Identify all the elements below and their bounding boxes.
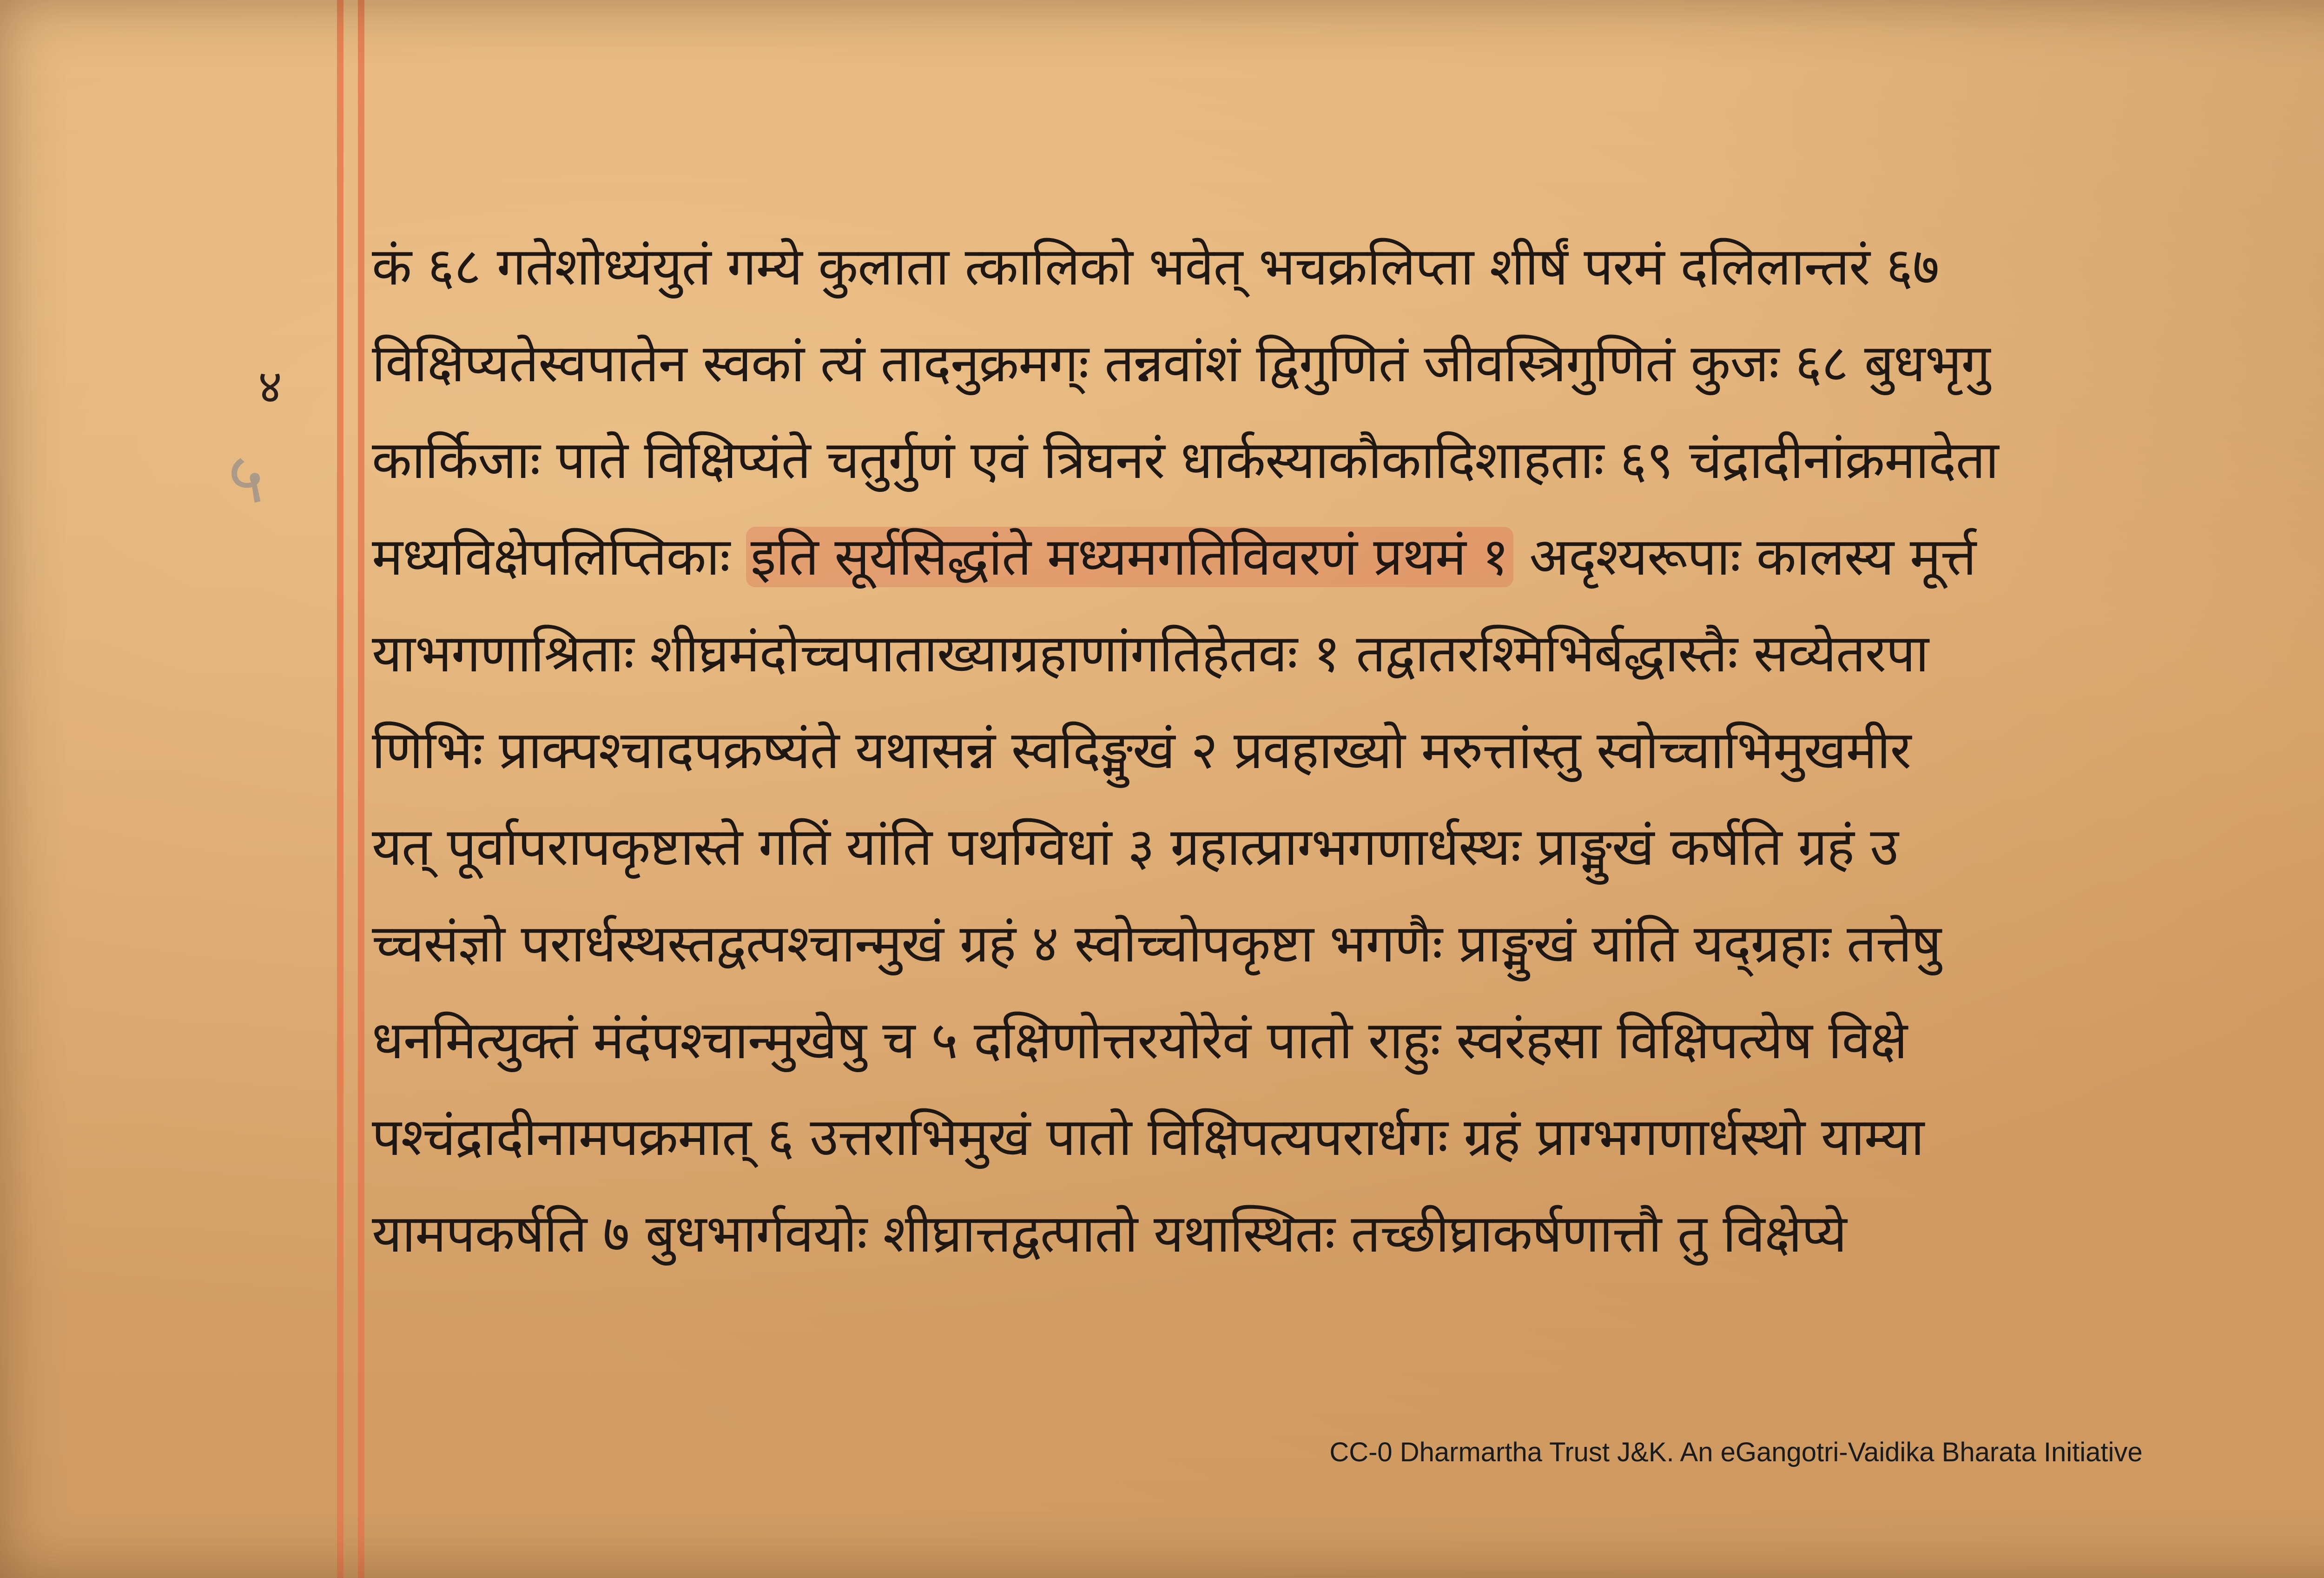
chapter-colophon: इति सूर्यसिद्धांते मध्यमगतिविवरणं प्रथमं १: [746, 527, 1513, 587]
text-line-5: याभगणाश्रिताः शीघ्रमंदोच्चपाताख्याग्रहाणांगतिहेतवः १ तद्वातरश्मिभिर्बद्धास्तैः सव्येतरपा: [372, 623, 1928, 684]
text-line-11: यामपकर्षति ७ बुधभार्गवयोः शीघ्रात्तद्वत्पातो यथास्थितः तच्छीघ्राकर्षणात्तौ तु विक्षेप्ये: [372, 1204, 1847, 1264]
left-margin-rule-inner: [358, 0, 364, 1578]
left-margin-rule-outer: [337, 0, 343, 1578]
text-line-8: च्चसंज्ञो परार्धस्थस्तद्वत्पश्चान्मुखं ग्रहं ४ स्वोच्चोपकृष्टा भगणैः प्राङ्मुखं यांति यद्ग्रहाः तत्तेषु: [372, 914, 1941, 974]
text-line-7: यत् पूर्वापरापकृष्टास्ते गतिं यांति पथग्विधां ३ ग्रहात्प्राग्भगणार्धस्थः प्राङ्मुखं कर्षति ग्रहं उ: [372, 817, 1898, 877]
left-margin-faint-number: ५: [228, 438, 264, 519]
text-line-10: पश्चंद्रादीनामपक्रमात् ६ उत्तराभिमुखं पातो विक्षिपत्यपरार्धगः ग्रहं प्राग्भगणार्धस्थो याम्या: [372, 1107, 1924, 1167]
scan-credit-footer: CC-0 Dharmartha Trust J&K. An eGangotri-Vaidika Bharata Initiative: [1329, 1437, 2143, 1467]
text-line-4: [372, 509, 2324, 605]
text-line-4-start: मध्यविक्षेपलिप्तिकाः: [372, 527, 730, 587]
manuscript-text-block: [372, 219, 2324, 1282]
text-line-1: कं ६८ गतेशोध्यंयुतं गम्ये कुलाता त्कालिको भवेत् भचक्रलिप्ता शीर्षं परमं दलिलान्तरं ६७: [372, 237, 1939, 297]
left-margin-folio-number: ४: [258, 359, 282, 414]
text-line-4-end: अदृश्यरूपाः कालस्य मूर्त्त: [1529, 527, 1976, 587]
text-line-3: कार्किजाः पाते विक्षिप्यंते चतुर्गुणं एवं त्रिघनरं धार्कस्याकौकादिशाहताः ६९ चंद्रादीनांक्रमादेता: [372, 430, 1999, 491]
text-line-9: धनमित्युक्तं मंदंपश्चान्मुखेषु च ५ दक्षिणोत्तरयोरेवं पातो राहुः स्वरंहसा विक्षिपत्येष विक्षे: [372, 1010, 1908, 1071]
text-line-6: णिभिः प्राक्पश्चादपक्रष्यंते यथासन्नं स्वदिङ्मुखं २ प्रवहाख्यो मरुत्तांस्तु स्वोच्चाभिमुखमीर: [372, 720, 1911, 781]
text-line-2: विक्षिप्यतेस्वपातेन स्वकां त्यं तादनुक्रमग्ः तन्नवांशं द्विगुणितं जीवस्त्रिगुणितं कुजः ६८ बुधभृगु: [372, 333, 1990, 394]
